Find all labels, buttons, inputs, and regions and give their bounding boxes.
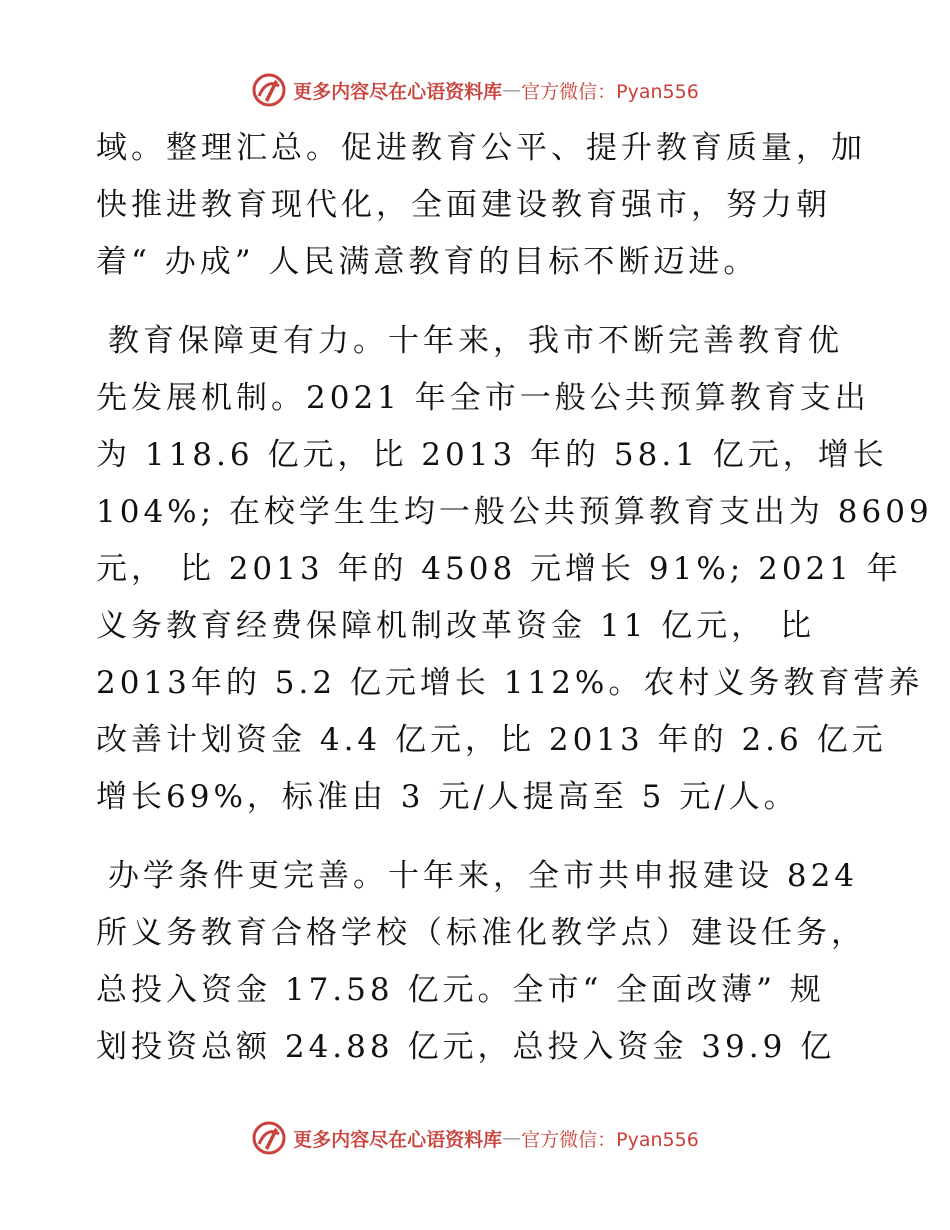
text-line: 104%; 在校学生生均一般公共预算教育支出为 8609 — [96, 494, 933, 530]
watermark-text: 更多内容尽在心语资料库 — [293, 1128, 503, 1151]
watermark-dash: — — [502, 1127, 522, 1149]
text-line: 快推进教育现代化，全面建设教育强市，努力朝 — [96, 187, 831, 223]
text-line: 着“ 办成” 人民满意教育的目标不断迈进。 — [96, 244, 759, 280]
document-body — [96, 120, 933, 1076]
pen-swirl-logo-icon — [251, 72, 287, 108]
text-line: 改善计划资金 4.4 亿元，比 2013 年的 2.6 亿元 — [96, 722, 887, 758]
text-line: 先发展机制。2021 年全市一般公共预算教育支出 — [96, 380, 870, 416]
text-line: 所义务教育合格学校（标准化教学点）建设任务， — [96, 915, 866, 951]
watermark-dash: — — [502, 79, 522, 101]
text-line: 为 118.6 亿元，比 2013 年的 58.1 亿元，增长 — [96, 437, 888, 473]
watermark-text: 更多内容尽在心语资料库 — [293, 80, 503, 103]
pen-swirl-logo-icon — [251, 1120, 287, 1156]
text-line: 划投资总额 24.88 亿元，总投入资金 39.9 亿 — [96, 1029, 836, 1065]
text-line: 元， 比 2013 年的 4508 元增长 91%; 2021 年 — [96, 551, 902, 587]
paragraph — [96, 848, 866, 1076]
paragraph — [96, 120, 866, 291]
text-line: 域。整理汇总。促进教育公平、提升教育质量，加 — [96, 130, 866, 166]
text-line: 增长69%，标准由 3 元/人提高至 5 元/人。 — [96, 779, 799, 815]
text-line: 2013年的 5.2 亿元增长 112%。农村义务教育营养 — [96, 665, 924, 701]
watermark-wechat: 官方微信：Pyan556 — [521, 1128, 699, 1151]
text-line: 义务教育经费保障机制改革资金 11 亿元， 比 — [96, 608, 816, 644]
header-watermark — [0, 70, 950, 110]
text-line: 教育保障更有力。十年来，我市不断完善教育优 — [108, 323, 843, 359]
watermark-wechat: 官方微信：Pyan556 — [521, 80, 699, 103]
text-line: 办学条件更完善。十年来，全市共申报建设 824 — [108, 858, 859, 894]
text-line: 总投入资金 17.58 亿元。全市“ 全面改薄” 规 — [96, 972, 825, 1008]
paragraph — [96, 313, 933, 826]
footer-watermark — [0, 1118, 950, 1158]
